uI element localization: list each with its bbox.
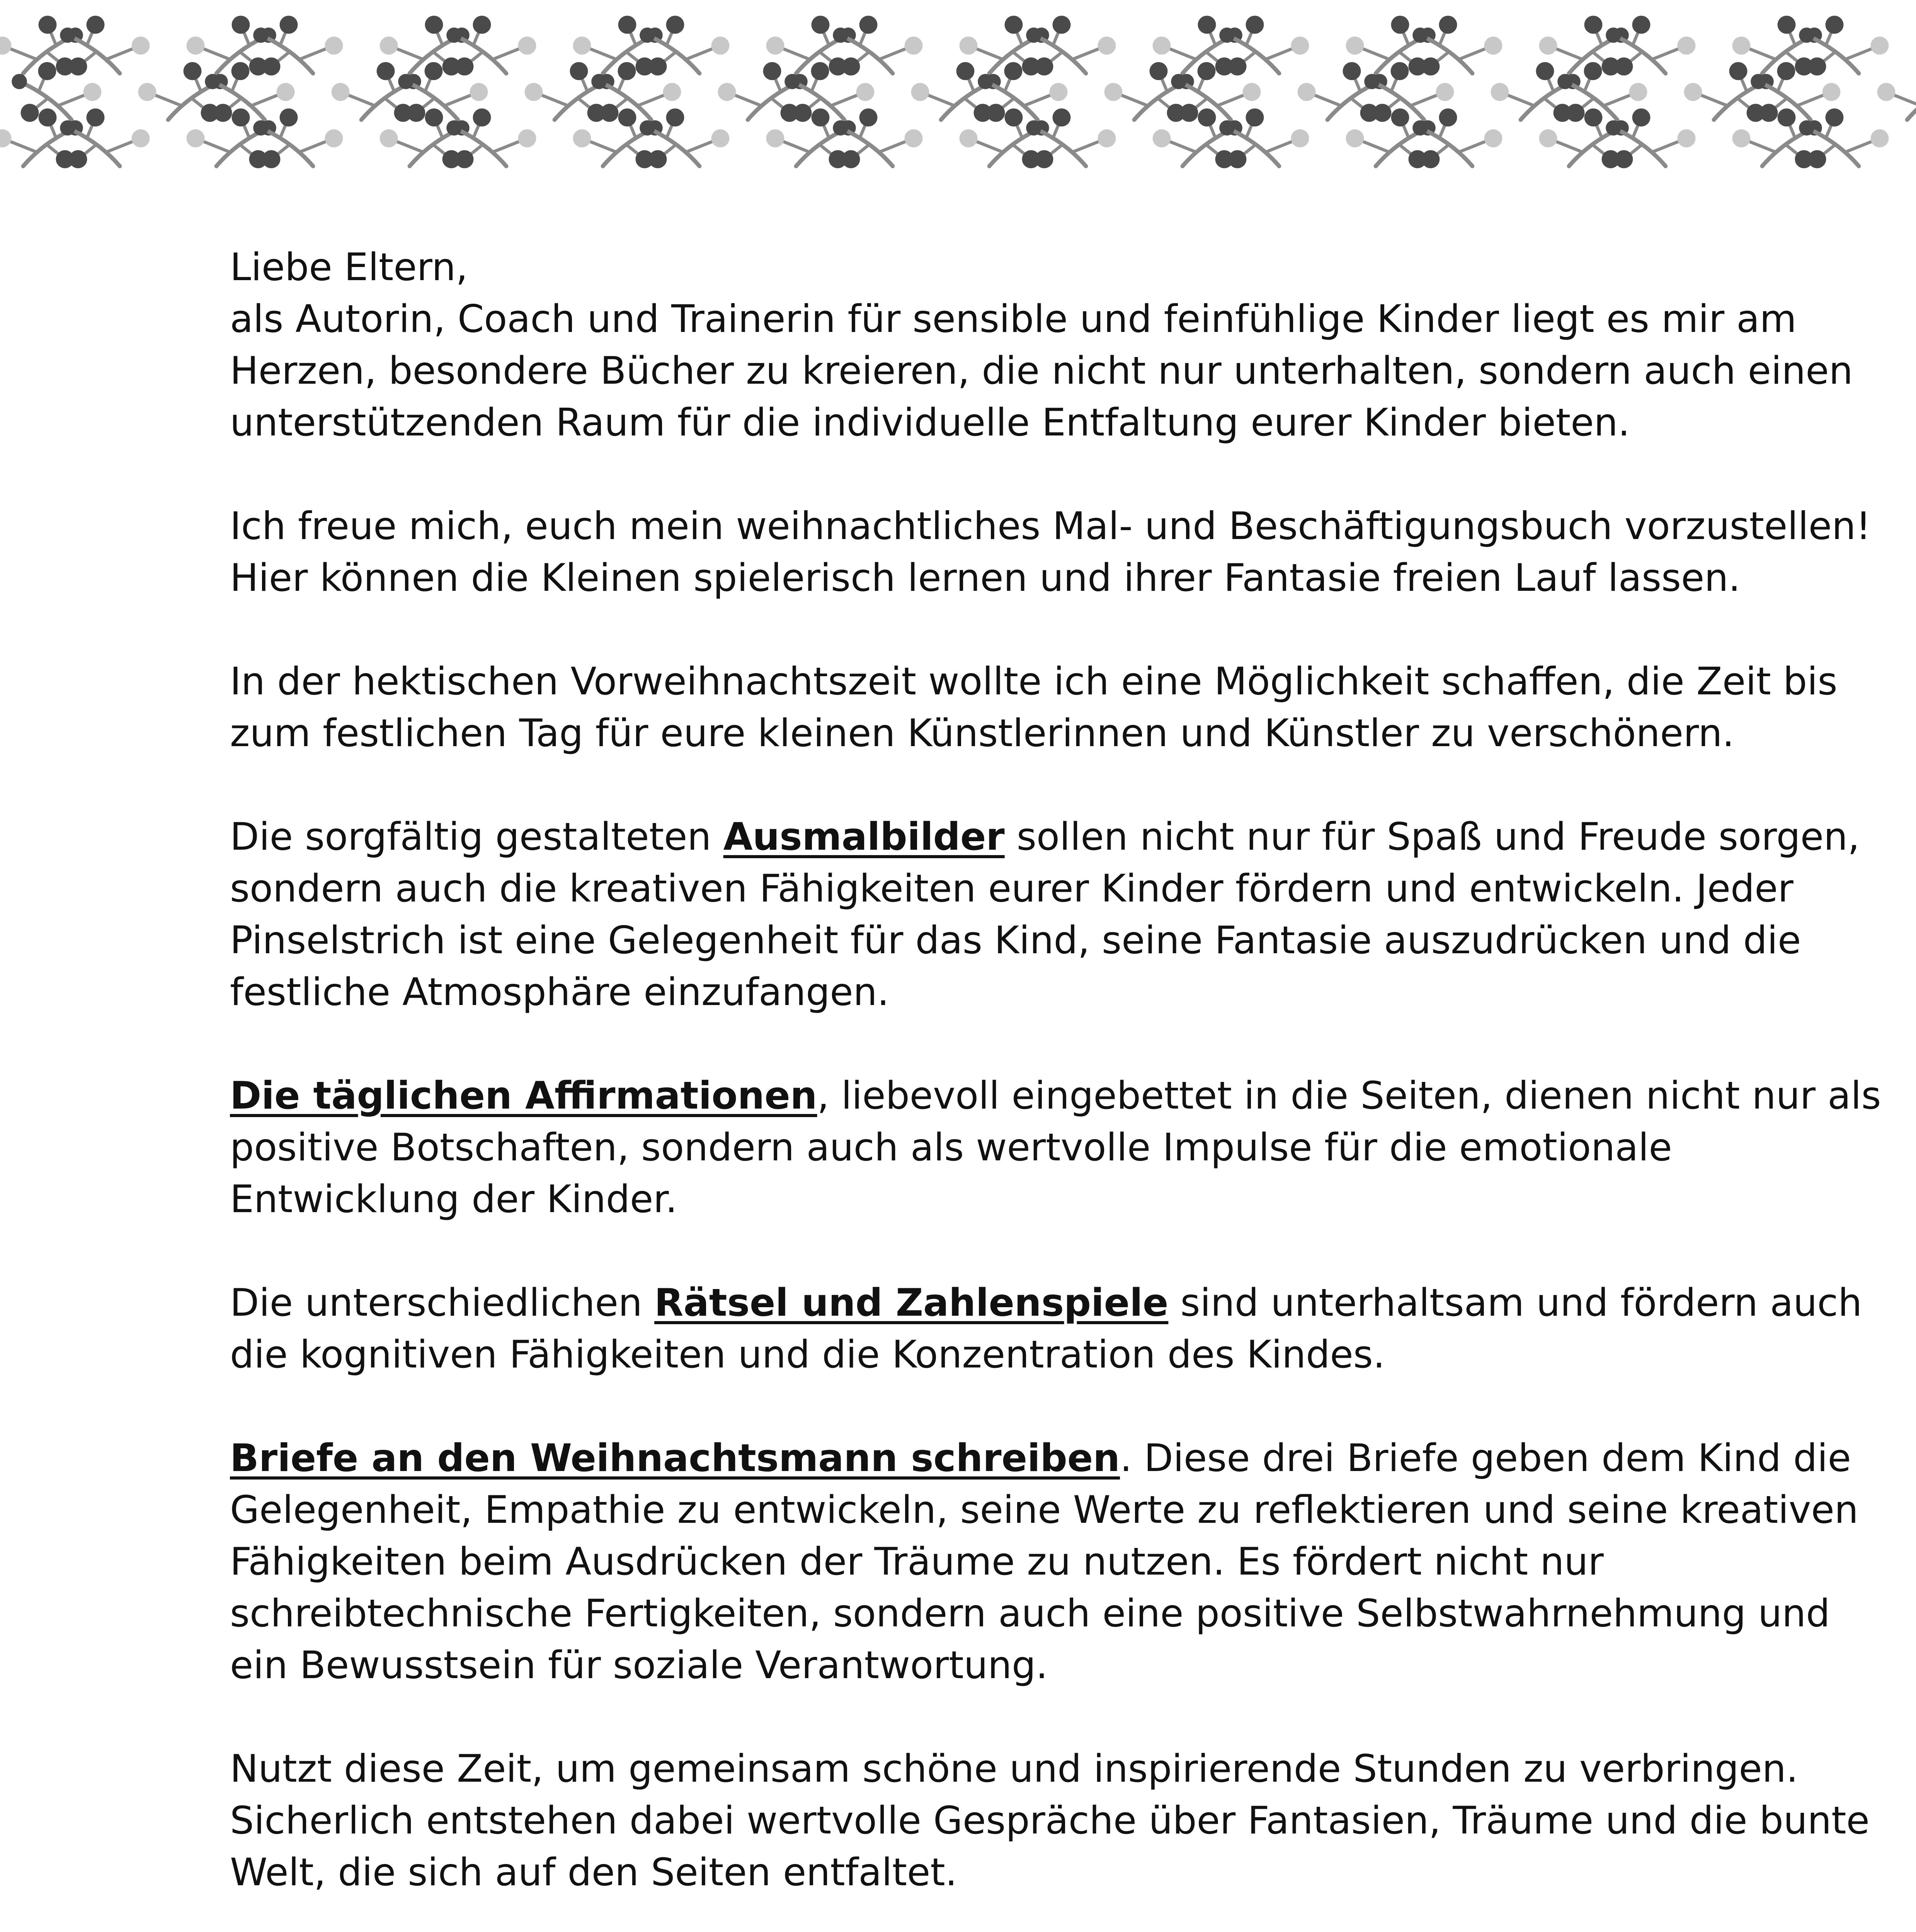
text-line: Ich freue mich, euch mein weihnachtliches Mal- und Beschäftigungsbuch vorzustellen! — [230, 504, 1871, 548]
text-line: ein Bewusstsein für soziale Verantwortung. — [230, 1643, 1048, 1687]
text-line — [230, 811, 1860, 863]
highlight-briefe: Briefe an den Weihnachtsmann schreiben — [230, 1436, 1120, 1480]
paragraph-coloring-pages — [230, 811, 1860, 1018]
berry-branch-icon — [0, 0, 1916, 178]
text-line: die kognitiven Fähigkeiten und die Konzentration des Kindes. — [230, 1333, 1385, 1377]
text-line — [230, 1277, 1862, 1329]
text-line: zum festlichen Tag für eure kleinen Künstlerinnen und Künstler zu verschönern. — [230, 711, 1734, 755]
paragraph-use-time — [230, 1743, 1870, 1898]
text-line: Welt, die sich auf den Seiten entfaltet. — [230, 1850, 957, 1895]
text-line: Entwicklung der Kinder. — [230, 1177, 677, 1221]
text-line: festliche Atmosphäre einzufangen. — [230, 970, 889, 1014]
text-fragment: . Diese drei Briefe geben dem Kind die — [1120, 1436, 1851, 1480]
letter-body — [230, 242, 1881, 1932]
text-line: Sicherlich entstehen dabei wertvolle Gespräche über Fantasien, Träume und die bunte — [230, 1799, 1870, 1843]
text-line: sondern auch die kreativen Fähigkeiten eurer Kinder fördern und entwickeln. Jeder — [230, 867, 1793, 911]
paragraph-letters-to-santa — [230, 1432, 1858, 1691]
text-fragment: Die unterschiedlichen — [230, 1281, 655, 1325]
paragraph-affirmations — [230, 1070, 1881, 1225]
text-line: In der hektischen Vorweihnachtszeit wollte ich eine Möglichkeit schaffen, die Zeit bis — [230, 660, 1838, 704]
highlight-affirmationen: Die täglichen Affirmationen — [230, 1074, 817, 1118]
text-line: Pinselstrich ist eine Gelegenheit für das Kind, seine Fantasie auszudrücken und die — [230, 918, 1801, 963]
text-line: positive Botschaften, sondern auch als wertvolle Impulse für die emotionale — [230, 1126, 1672, 1170]
highlight-raetsel: Rätsel und Zahlenspiele — [654, 1281, 1169, 1325]
paragraph-book-intro — [230, 500, 1871, 604]
text-line: unterstützenden Raum für die individuelle Entfaltung eurer Kinder bieten. — [230, 401, 1630, 445]
text-line: Hier können die Kleinen spielerisch lernen und ihrer Fantasie freien Lauf lassen. — [230, 556, 1741, 600]
paragraph-puzzles — [230, 1277, 1862, 1381]
greeting-text: Liebe Eltern, — [230, 245, 468, 289]
greeting — [230, 242, 1791, 293]
text-line: Fähigkeiten beim Ausdrücken der Träume zu nutzen. Es fördert nicht nur — [230, 1540, 1604, 1584]
text-line: Herzen, besondere Bücher zu kreieren, die nicht nur unterhalten, sondern auch einen — [230, 349, 1853, 393]
text-fragment: sind unterhaltsam und fördern auch — [1168, 1281, 1862, 1325]
highlight-ausmalbilder: Ausmalbilder — [723, 815, 1005, 859]
text-line: schreibtechnische Fertigkeiten, sondern auch eine positive Selbstwahrnehmung und — [230, 1592, 1830, 1636]
text-fragment: , liebevoll eingebettet in die Seiten, dienen nicht nur als — [817, 1074, 1881, 1118]
text-fragment: Die sorgfältig gestalteten — [230, 815, 723, 859]
text-fragment: sollen nicht nur für Spaß und Freude sorgen, — [1004, 815, 1860, 859]
text-line: Gelegenheit, Empathie zu entwickeln, seine Werte zu reflektieren und seine kreativen — [230, 1488, 1858, 1532]
paragraph-intro — [230, 293, 1853, 449]
text-line — [230, 1432, 1851, 1484]
text-line: als Autorin, Coach und Trainerin für sensible und feinfühlige Kinder liegt es mir am — [230, 297, 1797, 341]
text-line: Nutzt diese Zeit, um gemeinsam schöne und inspirierende Stunden zu verbringen. — [230, 1747, 1799, 1791]
paragraph-advent-time — [230, 656, 1838, 759]
top-berry-border — [0, 0, 1916, 178]
text-line — [230, 1070, 1881, 1122]
